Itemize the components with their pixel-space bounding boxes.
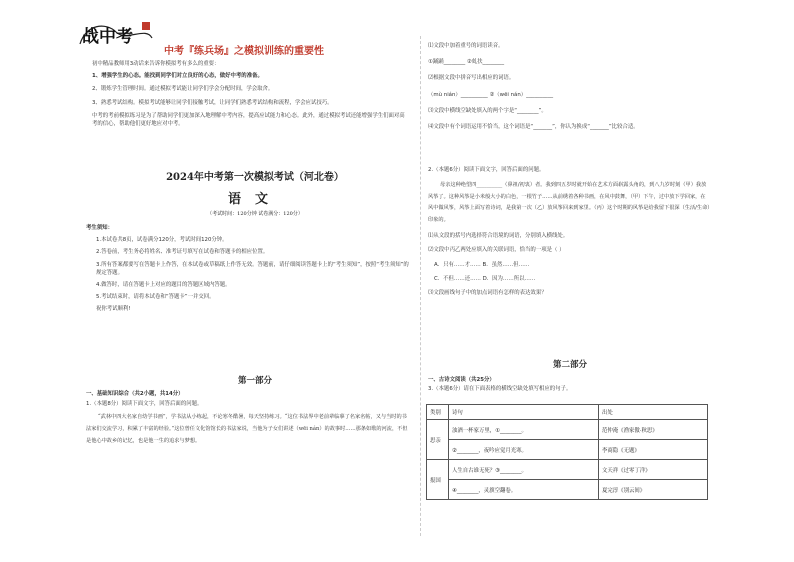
table-row <box>427 480 708 500</box>
table-cell-source: 范仲淹《渔家傲·秋思》 <box>599 420 708 440</box>
table-cell-source: 文天祥《过零丁洋》 <box>599 460 708 480</box>
q2-block <box>428 166 710 297</box>
table-cell-verse: ④________，灵旗空翻卷。 <box>449 480 599 500</box>
q2-item: ⑶文段画线句子中的加点词语有怎样的表达效果？ <box>428 290 547 297</box>
q1-text: “武林中四大名家自幼学书画”，学书法从小练起，不论寒冬酷暑，每天坚持练习。“这位书法界中老前辈临摹了名家名帖，又与当时的书法家们交流学习，积累了丰富的经验。”这位曾任文化馆馆长的书法家说，当他为子女们讲述（wēi nán）的故事时……那条如歌的河流，不但是他心中故乡的记忆，也是他一生的追求与梦想。 <box>86 414 408 445</box>
table-row <box>427 460 708 480</box>
intro-block <box>92 60 410 128</box>
table-cell-verse: ②________，夜吟应觉月光寒。 <box>449 440 599 460</box>
q1-subitems <box>428 42 710 131</box>
notice-item: 祝你考试顺利! <box>96 306 131 313</box>
part1-subtitle: 一、基础知识综合（共2小题，共14分） <box>86 391 184 397</box>
q1-item: ①踊踊________ ②虬扶________ <box>428 59 505 66</box>
part2-subtitle: 一、古诗文阅读（共25分） <box>428 377 495 383</box>
table-cell-verse: 人生自古谁无死？③________。 <box>449 460 599 480</box>
notice-item: 1.本试卷共8页，试卷满分120分，考试时间120分钟。 <box>96 237 228 244</box>
q2-item: ⑴从文段的括号内选择符合语境的词语，分别填入横线处。 <box>428 233 569 240</box>
q1-item: ⑴文段中加着重号的词语读音。 <box>428 43 504 49</box>
table-cell-verse: 浊酒一杯家万里，①________。 <box>449 420 599 440</box>
column-divider <box>420 36 421 536</box>
q1-item: ⑶文段中横线空缺处填入的两个字是“________”。 <box>428 107 547 114</box>
notice-item: 4.做答时，请在答题卡上对应的题目的答题区域内答题。 <box>96 282 231 289</box>
exam-title: 2024年中考第一次模拟考试（河北卷） <box>166 172 344 183</box>
notice-item: 2.答卷前，考生务必将姓名、准考证号填写在试卷和答题卡的相应位置。 <box>96 249 269 256</box>
table-cell-source: 夏完淳《别云间》 <box>599 480 708 500</box>
q2-text: 母亲这种绝望四__________（鼻祖/初衷）者。我到四五岁时就开始在艺术方面崭露头角的，到八九岁时刻（甲）我放风筝了。这种风筝是小米般大小的白色，一根竹子……从前绣着各种书画，在风中鼓舞，（甲）下午，过中放下学回家，在风中做风筝，风筝上面写着诗词，是我第一次（乙）放风筝回来到家里。（丙）这个时期的风筝是给我留下很深（生活/生命）印象的。 <box>428 182 710 223</box>
part1-block <box>86 390 412 447</box>
q1-lead: 1.（本题8分）阅读下面文字，回答后面的问题。 <box>86 401 203 408</box>
table-row <box>427 420 708 440</box>
table-header-cell: 类别 <box>427 405 449 420</box>
notice-item: 3.所有答案都要写在答题卡上作答，在本试卷或草稿纸上作答无效。答题前，请仔细阅读答题卡上的“考生须知”，按照“考生须知”的规定答题。 <box>96 261 409 276</box>
exam-subject: 语文 <box>227 192 282 207</box>
exam-time-info: （考试时间：120分钟 试卷满分：120分） <box>207 211 303 217</box>
part2-title: 第二部分 <box>552 360 587 370</box>
intro-point-1: 1、增强学生的心态。能找到同学们对立良好的心态，做好中考的准备。 <box>92 73 263 80</box>
q2-option: A．只有……才…… B．虽然……但…… <box>434 261 530 268</box>
q1-item: ⑷文段中有个词语运用不恰当，这个词语是“_______”，你认为换成“_______”比较合适。 <box>428 124 639 131</box>
logo-icon <box>76 18 156 52</box>
table-cell-category: 报国 <box>427 460 449 500</box>
promo-title: 中考『练兵场』之模拟训练的重要性 <box>164 46 324 57</box>
q1-item: （mù nián）__________ ②（wēi nán）__________ <box>428 91 554 98</box>
q3-lead: 3.（本题6分）请在下面表格的横线空缺处填写相应的句子。 <box>428 386 572 393</box>
q2-option: C．不但……还…… D．因为……所以…… <box>434 275 536 282</box>
intro-point-3: 3、熟悉考试结构。模拟考试能够让同学们接触考试，让同学们熟悉考试结构和流程，学会应试技巧。 <box>92 99 333 106</box>
poem-table <box>426 404 708 500</box>
table-row <box>427 440 708 460</box>
notice-heading: 考生须知： <box>86 225 113 231</box>
intro-closing: 中考的考前模拟练习是为了帮助同学们更加深入地理解中考内容，提高应试能力和心态。此外，通过模拟考试还能增强学生们面对高考的信心，帮助他们更好地应对中考。 <box>92 112 405 128</box>
notice-item: 5.考试结束时，请将本试卷和“答题卡”一并交回。 <box>96 294 215 301</box>
table-cell-category: 思亲 <box>427 420 449 460</box>
part2-block <box>428 376 710 393</box>
logo-text: 战中考 <box>82 27 133 47</box>
table-header-row <box>427 405 708 420</box>
intro-point-2: 2、锻炼学生管理时间。通过模拟考试能让同学们学会分配时间，学会取舍。 <box>92 86 274 93</box>
table-header-cell: 诗句 <box>449 405 599 420</box>
q1-item: ⑵根据文段中拼音写出相应的词语。 <box>428 75 515 82</box>
q2-lead: 2.（本题6分）阅读下面文字，回答后面的问题。 <box>428 167 545 173</box>
table-cell-source: 李商隐《无题》 <box>599 440 708 460</box>
q2-item: ⑵文段中丙乙两处应填入的关联词语，恰当的一项是（ ） <box>428 247 565 254</box>
part1-title: 第一部分 <box>237 376 272 386</box>
intro-lead: 初中精品教师用3动话来告诉你模拟考有多么的重要： <box>92 61 220 67</box>
table-header-cell: 出处 <box>599 405 708 420</box>
notice-block <box>86 224 412 314</box>
